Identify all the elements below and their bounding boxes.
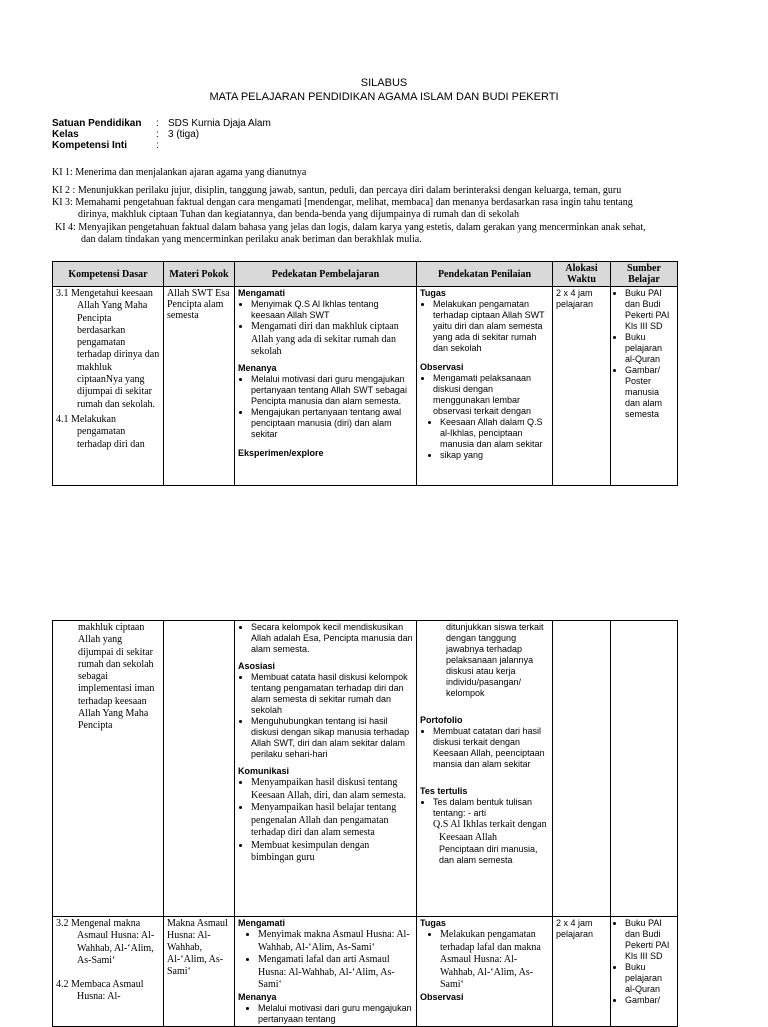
ki-4: KI 4: Menyajikan pengetahuan faktual dalam bahasa yang jelas dan logis, dalam karya yang estetis, dalam gerakan yang mencerminkan anak sehat, dan dalam tindakan yang mencerminkan perilaku anak beriman dan berakhlak mulia. [55,222,646,245]
cell-penilaian: Tugas • Melakukan pengamatan terhadap ciptaan Allah SWT yaitu diri dan alam semesta yang ada di sekitar rumah dan sekolah Observasi • Mengamati pelaksanaan diskusi dengan menggunakan lembar observasi terkait dengan • Keesaan Allah dalam Q.S al-Ikhlas, penciptaan manusia dan alam sekitar • sikap yang [417,287,553,486]
cell-pembelajaran: Mengamati • Menyimak Q.S Al Ikhlas tentang keesaan Allah SWT • Mengamati diri dan makhluk ciptaan Allah yang ada di sekitar rumah dan sekolah Menanya • Melalui motivasi dari guru mengajukan pertanyaan tentang Allah SWT sebagai Pencipta manusia dan alam semesta. • Mengajukan pertanyaan tentang awal penciptaan manusia (diri) dan alam sekitar Eksperimen/explore [235,287,417,486]
cell-materi: Allah SWT Esa Pencipta alam semesta [164,287,235,486]
meta-satuan: Satuan Pendidikan : SDS Kurnia Djaja Alam [52,118,271,129]
ki-3: KI 3: Memahami pengetahuan faktual dengan cara mengamati [mendengar, melihat, membaca] dan menanya berdasarkan rasa ingin tahu tentang dirinya, makhluk ciptaan Tuhan dan kegiatannya, dan benda-benda yang dijumpainya di rumah dan di sekolah [52,197,633,220]
cell-kd: 3.2 Mengenal makna Asmaul Husna: Al-Wahhab, Al-‘Alim, As-Sami‘ 4.2 Membaca Asmaul Husna: Al- [53,917,164,1027]
document-title: SILABUS [360,77,408,89]
cell-alokasi: 2 x 4 jam pelajaran [553,917,611,1027]
header-penilaian: Pendekatan Penilaian [417,262,553,287]
document-subtitle: MATA PELAJARAN PENDIDIKAN AGAMA ISLAM DAN BUDI PEKERTI [209,91,559,103]
header-pembelajaran: Pedekatan Pembelajaran [235,262,417,287]
header-materi-pokok: Materi Pokok [164,262,235,287]
header-alokasi: Alokasi Waktu [553,262,611,287]
cell-materi: Makna Asmaul Husna: Al-Wahhab, Al-‘Alim, As-Sami‘ [164,917,235,1027]
table-row [53,917,678,1027]
cell-materi [164,621,235,917]
table-row [53,287,678,486]
ki-1: KI 1: Menerima dan menjalankan ajaran agama yang dianutnya [52,167,307,178]
cell-sumber: • Buku PAI dan Budi Pekerti PAI Kls III SD • Buku pelajaran al-Quran • Gambar/ Poster manusia dan alam semesta [611,287,678,486]
cell-kd: makhluk ciptaan Allah yang dijumpai di sekitar rumah dan sekolah sebagai implementasi iman terhadap keesaan Allah Yang Maha Pencipta [53,621,164,917]
cell-sumber: • Buku PAI dan Budi Pekerti PAI Kls III SD • Buku pelajaran al-Quran • Gambar/ [611,917,678,1027]
cell-pembelajaran: Mengamati • Menyimak makna Asmaul Husna: Al-Wahhab, Al-‘Alim, As-Sami‘ • Mengamati lafal dan arti Asmaul Husna: Al-Wahhab, Al-‘Alim, As-Sami‘ Menanya • Melalui motivasi dari guru mengajukan pertanyaan tentang [235,917,417,1027]
cell-penilaian: Tugas • Melakukan pengamatan terhadap lafal dan makna Asmaul Husna: Al-Wahhab, Al-‘Alim, As-Sami‘ Observasi [417,917,553,1027]
silabus-table-part1 [52,261,678,486]
header-sumber: Sumber Belajar [611,262,678,287]
silabus-table-part2 [52,620,678,1027]
header-kompetensi-dasar: Kompetensi Dasar [53,262,164,287]
meta-kompetensi-inti: Kompetensi Inti : [52,140,159,151]
ki-2: KI 2 : Menunjukkan perilaku jujur, disiplin, tanggung jawab, santun, peduli, dan percaya diri dalam berinteraksi dengan keluarga, teman, guru [52,185,622,196]
cell-penilaian: ditunjukkan siswa terkait dengan tanggung jawabnya terhadap pelaksanaan jalannya diskusi atau kerja individu/pasangan/ kelompok Portofolio • Membuat catatan dari hasil diskusi terkait dengan Keesaan Allah, peenciptaan mansia dan alam sekitar Tes tertulis • Tes dalam bentuk tulisan tentang: - arti Q.S Al Ikhlas terkait dengan Keesaan Allah Penciptaan diri manusia, dan alam semesta [417,621,553,917]
cell-sumber [611,621,678,917]
cell-alokasi [553,621,611,917]
cell-kd: 3.1 Mengetahui keesaan Allah Yang Maha Pencipta berdasarkan pengamatan terhadap dirinya dan makhluk ciptaanNya yang dijumpai di sekitar rumah dan sekolah. 4.1 Melakukan pengamatan terhadap diri dan [53,287,164,486]
meta-kelas: Kelas : 3 (tiga) [52,129,200,140]
cell-alokasi: 2 x 4 jam pelajaran [553,287,611,486]
table-row [53,621,678,917]
cell-pembelajaran: • Secara kelompok kecil mendiskusikan Allah adalah Esa, Pencipta manusia dan alam semesta. Asosiasi • Membuat catata hasil diskusi kelompok tentang pengamatan terhadap diri dan alam semesta di sekitar rumah dan sekolah • Menguhubungkan tentang isi hasil diskusi dengan sikap manusia terhadap Allah SWT, diri dan alam sekitar dalam perilaku sehari-hari Komunikasi • Menyampaikan hasil diskusi tentang Keesaan Allah, diri, dan alam semesta. • Menyampaikan hasil belajar tentang pengenalan Allah dan pengamatan terhadap diri dan alam semesta • Membuat kesimpulan dengan bimbingan guru [235,621,417,917]
